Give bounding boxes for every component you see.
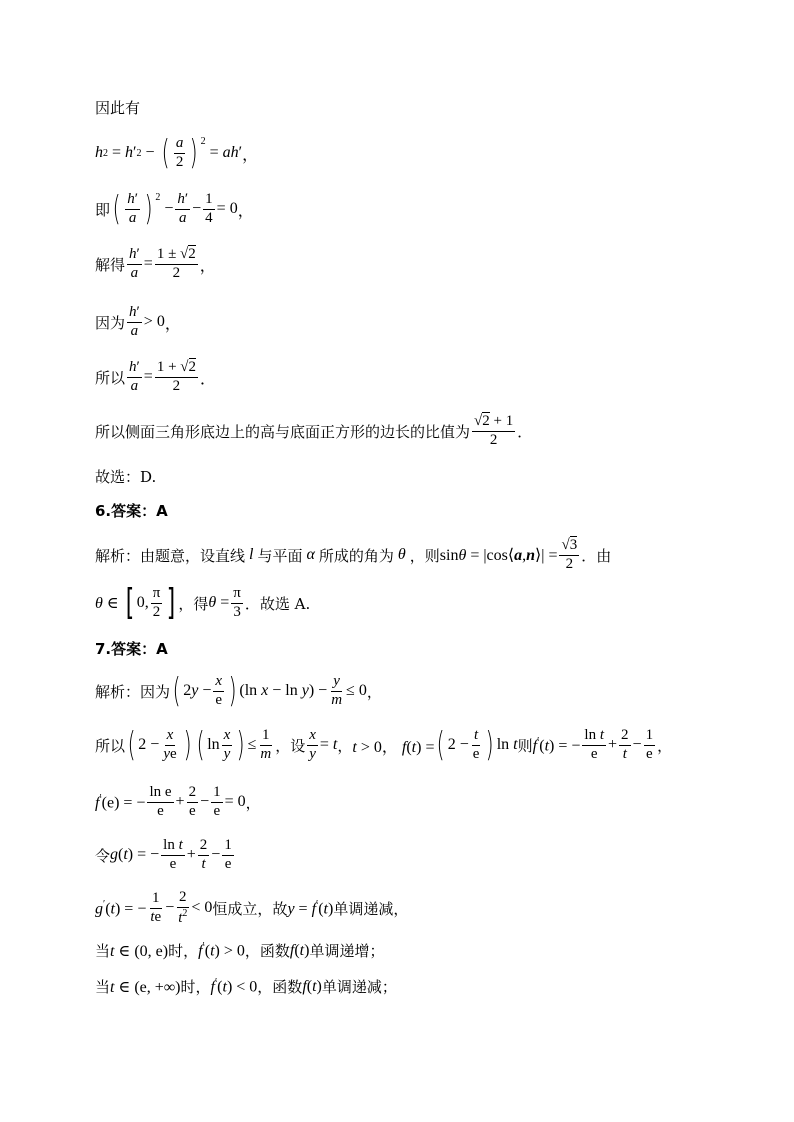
text: 时， [168,942,199,960]
equation-result: 所以 $\frac{h'}{a}$ = $\frac{1 + √2}{2}$ ． [95,359,217,394]
equation-positive: 因为 $\frac{h'}{a}$ > 0 ， [95,304,181,339]
text: ，函数 [244,942,290,960]
text: 6.答案：A [95,502,168,520]
text: 则 [517,736,533,755]
q7-analysis-line7: 当 t ∈ (e, +∞) 时， f′(t) < 0 ，函数 f(t) 单调递减； [95,976,397,996]
text: ，函数 [257,978,303,996]
text-line-therefore [95,97,140,118]
text: 单调递增； [309,942,385,960]
text: 单调递减； [321,978,397,996]
text: ， [337,736,353,755]
text: ， [237,202,254,220]
text: ， [366,682,382,701]
text: ， [657,736,673,755]
text: ． [517,422,533,441]
text: ． [200,370,217,388]
text: 当 [95,942,111,960]
text: ， [199,257,216,275]
text: 所以侧面三角形底边上的高与底面正方形的边长的比值为 [95,422,471,441]
q7-analysis-line6: 当 t ∈ (0, e) 时， f′(t) > 0 ，函数 f(t) 单调递增； [95,940,385,960]
equation-solution: 解得 $\frac{h'}{a}$ = $\frac{1 \pm √2}{2}$ ， [95,246,216,281]
text: 故选：D. [95,468,157,486]
text: 当 [95,978,111,996]
text: 所以 [95,370,126,387]
text: 解析：由题意，设直线 [95,546,246,565]
question-6-title [95,500,168,521]
text: ，设 [275,736,306,755]
q7-analysis-line1: 解析：因为 ( 2y − $\frac{x}{e}$ ) (ln x − ln y) − $\frac{y}{m}$ ≤ 0 ， [95,671,382,712]
text: 所成的角为 [318,546,394,565]
q7-analysis-line5: g′(t) = − $\frac{1}{te}$ − $\frac{2}{t^2}$ < 0 恒成立，故 y = f′(t) 单调递减， [95,889,409,926]
text: 因为 [95,315,126,332]
equation-quadratic: 即 ( $\frac{h'}{a}$ ) $^2$ − $\frac{h'}{a}$ − $\frac{1}{4}$ = 0 ， [95,189,254,230]
question-7-title [95,638,168,659]
text: ， [164,315,181,333]
q7-analysis-line4: 令 g(t) = − $\frac{\text{ln t}}{e}$ + $\frac{2}{t}$ − $\frac{1}{e}$ [95,837,232,872]
text: ， [242,146,259,164]
text: 7.答案：A [95,640,168,658]
text: ．由 [581,546,612,565]
text: 恒成立，故 [212,899,288,918]
equation-h-squared: h 2 = h ′ 2 − ( $\frac{a}{2}$ ) $^2$ = ah ′ ， [95,133,259,174]
text: 时， [180,978,211,996]
text-line-ratio: 所以侧面三角形底边上的高与底面正方形的边长的比值为 $\frac{√2 + 1}{2}$ ． [95,413,533,448]
text: 所以 [95,736,126,755]
text: ，得 [178,594,209,613]
text: 单调递减， [333,899,409,918]
q6-analysis-line2: θ ∈ [ 0, $\frac{\pi}{2}$ ] ，得 θ = $\frac{\pi}{3}$ ．故选 A. [95,582,311,623]
text: 因此有 [95,99,141,117]
q7-analysis-line3: f′(e) = − $\frac{\text{ln e}}{e}$ + $\frac{2}{e}$ − $\frac{1}{e}$ = 0 ， [95,784,261,819]
text: ．故选 A. [244,594,311,613]
text: ， [245,793,261,812]
text: 与平面 [257,546,303,565]
text: ，则 [409,546,440,565]
text: 解析：因为 [95,682,171,701]
q7-analysis-line2: 所以 ( 2 − $\frac{x}{ye}$ ) ( ln $\frac{x}{y}$ ) ≤ $\frac{1}{m}$ ，设 $\frac{x}{y}$ = t ， t > 0， f(t) = ( 2 − $\frac{t}{e}$ ) ln t 则 f′(t) = − $\frac{\text{ln t}}{e}$ + $\frac{2}{t}$ − $\frac{1}{e}$ ， [95,725,673,766]
text: 即 [95,202,111,219]
text-line-answer-d [95,466,156,487]
q6-analysis-line1: 解析：由题意，设直线 l 与平面 α 所成的角为 θ ，则 sinθ = |cos⟨a,n⟩| = $\frac{√3}{2}$ ．由 [95,537,612,572]
text: 解得 [95,257,126,274]
text: 令 [95,846,111,865]
